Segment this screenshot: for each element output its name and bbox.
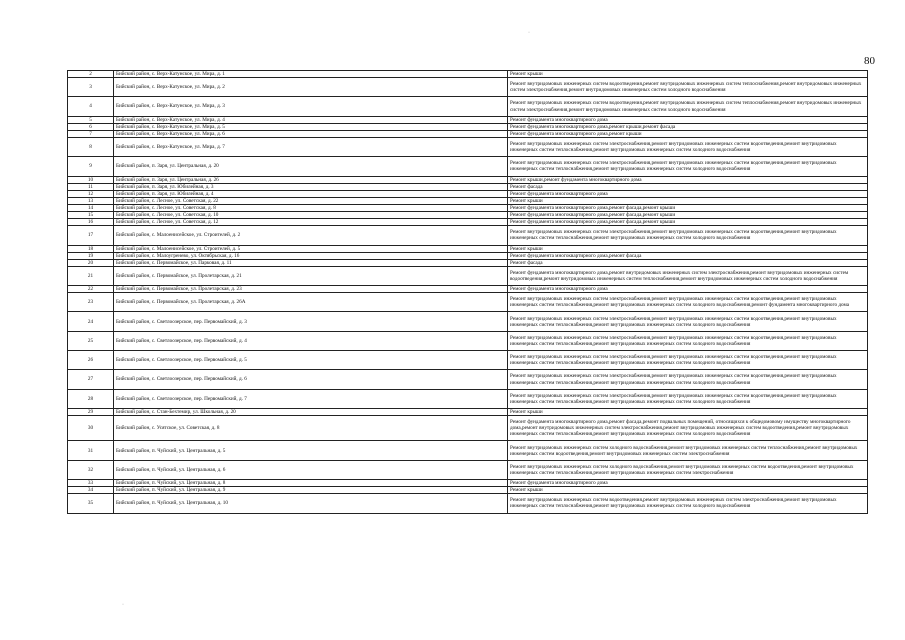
row-work-type: Ремонт фундамента многоквартирного дома,ремонт фасада,ремонт крыши (508, 212, 868, 219)
table-row (68, 123, 868, 130)
row-work-type: Ремонт внутридомовых инженерных систем водоотведения,ремонт внутридомовых инженерных систем теплоснабжения,ремонт внутридомовых инженерных систем электроснабжения,ремонт внутридомовых инженерных систем холодного водоснабжения (508, 97, 868, 116)
row-address: Бийский район, с. Лесное, ул. Советская, д. 22 (114, 197, 508, 204)
row-number: 35 (68, 494, 114, 513)
row-number: 2 (68, 71, 114, 78)
row-work-type: Ремонт внутридомовых инженерных систем электроснабжения,ремонт внутридомовых инженерных систем водоотведения,ремонт внутридомовых инженерных систем теплоснабжения,ремонт внутридомовых инженерных систем холодного водоснабжения,ремонт фундамента многоквартирного дома (508, 293, 868, 312)
row-number: 4 (68, 97, 114, 116)
row-address: Бийский район, с. Малоугренево, ул. Октябрьская, д. 16 (114, 252, 508, 259)
table-row (68, 416, 868, 441)
row-work-type: Ремонт крыши (508, 197, 868, 204)
row-work-type: Ремонт фундамента многоквартирного дома,ремонт фасада,ремонт крыши (508, 219, 868, 226)
row-address: Бийский район, с. Верх-Катунское, ул. Мира, д. 2 (114, 78, 508, 97)
row-work-type: Ремонт внутридомовых инженерных систем электроснабжения,ремонт внутридомовых инженерных систем водоотведения,ремонт внутридомовых инженерных систем теплоснабжения,ремонт внутридомовых инженерных систем холодного водоснабжения (508, 370, 868, 389)
repair-works-table (67, 70, 868, 514)
table-row (68, 370, 868, 389)
table-row (68, 259, 868, 266)
row-number: 7 (68, 130, 114, 137)
row-number: 23 (68, 293, 114, 312)
table-row (68, 219, 868, 226)
table-row (68, 480, 868, 487)
row-address: Бийский район, с. Верх-Катунское, ул. Мира, д. 6 (114, 130, 508, 137)
row-address: Бийский район, с. Светлоозерское, пер. Первомайский, д. 3 (114, 312, 508, 331)
table-row (68, 494, 868, 513)
row-number: 10 (68, 176, 114, 183)
row-address: Бийский район, с. Верх-Катунское, ул. Мира, д. 1 (114, 71, 508, 78)
table-row (68, 266, 868, 285)
row-address: Бийский район, п. Заря, ул. Центральная, д. 26 (114, 176, 508, 183)
row-address: Бийский район, с. Верх-Катунское, ул. Мира, д. 4 (114, 116, 508, 123)
table-row (68, 97, 868, 116)
row-work-type: Ремонт фундамента многоквартирного дома (508, 480, 868, 487)
row-number: 17 (68, 226, 114, 245)
row-address: Бийский район, с. Первомайское, ул. Пролетарская, д. 23 (114, 286, 508, 293)
row-address: Бийский район, п. Заря, ул. Юбилейная, д. 4 (114, 190, 508, 197)
row-address: Бийский район, с. Лесное, ул. Советская, д. 8 (114, 204, 508, 211)
table-row (68, 130, 868, 137)
row-address: Бийский район, с. Стан-Бехтемир, ул. Школьная, д. 20 (114, 408, 508, 415)
table-row (68, 204, 868, 211)
table-body (68, 71, 868, 514)
row-number: 27 (68, 370, 114, 389)
table-row (68, 212, 868, 219)
row-work-type: Ремонт фундамента многоквартирного дома (508, 286, 868, 293)
row-address: Бийский район, п. Заря, ул. Центральная, д. 20 (114, 157, 508, 176)
row-address: Бийский район, п. Заря, ул. Юбилейная, д. 3 (114, 183, 508, 190)
row-work-type: Ремонт крыши (508, 408, 868, 415)
table-row (68, 176, 868, 183)
scan-mark: · (122, 602, 124, 608)
row-address: Бийский район, с. Малоенисейское, ул. Строителей, д. 5 (114, 245, 508, 252)
row-work-type: Ремонт фундамента многоквартирного дома,ремонт фасада,ремонт крыши (508, 204, 868, 211)
row-number: 26 (68, 351, 114, 370)
row-work-type: Ремонт фундамента многоквартирного дома,ремонт фасада,ремонт подвальных помещений, относящихся к общедомовому имуществу многоквартирного дома,ремонт внутридомовых инженерных систем электроснабжения,ремонт внутридомовых инженерных систем водоотведения,ремонт внутридомовых инженерных систем теплоснабжения,ремонт внутридомовых инженерных систем холодного водоснабжения (508, 416, 868, 441)
table-row (68, 190, 868, 197)
table-row (68, 331, 868, 350)
row-number: 14 (68, 204, 114, 211)
row-address: Бийский район, п. Чуйский, ул. Центральная, д. 9 (114, 487, 508, 494)
table-row (68, 408, 868, 415)
scan-mark: · (528, 30, 530, 36)
row-number: 19 (68, 252, 114, 259)
table-row (68, 252, 868, 259)
row-number: 30 (68, 416, 114, 441)
row-work-type: Ремонт крыши,ремонт фундамента многоквартирного дома (508, 176, 868, 183)
row-number: 3 (68, 78, 114, 97)
row-number: 25 (68, 331, 114, 350)
row-work-type: Ремонт внутридомовых инженерных систем электроснабжения,ремонт внутридомовых инженерных систем водоотведения,ремонт внутридомовых инженерных систем теплоснабжения,ремонт внутридомовых инженерных систем холодного водоснабжения (508, 331, 868, 350)
row-number: 33 (68, 480, 114, 487)
row-number: 24 (68, 312, 114, 331)
row-work-type: Ремонт фундамента многоквартирного дома,ремонт внутридомовых инженерных систем электроснабжения,ремонт внутридомовых инженерных систем водоотведения,ремонт внутридомовых инженерных систем теплоснабжения,ремонт внутридомовых инженерных систем холодного водоснабжения (508, 266, 868, 285)
row-address: Бийский район, п. Чуйский, ул. Центральная, д. 6 (114, 460, 508, 479)
row-address: Бийский район, с. Верх-Катунское, ул. Мира, д. 5 (114, 123, 508, 130)
row-number: 8 (68, 137, 114, 156)
row-work-type: Ремонт фасада (508, 183, 868, 190)
row-number: 16 (68, 219, 114, 226)
row-number: 6 (68, 123, 114, 130)
row-work-type: Ремонт фундамента многоквартирного дома,ремонт крыши (508, 130, 868, 137)
row-number: 5 (68, 116, 114, 123)
row-work-type: Ремонт внутридомовых инженерных систем электроснабжения,ремонт внутридомовых инженерных систем водоотведения,ремонт внутридомовых инженерных систем теплоснабжения,ремонт внутридомовых инженерных систем холодного водоснабжения (508, 312, 868, 331)
row-address: Бийский район, с. Лесное, ул. Советская, д. 12 (114, 219, 508, 226)
row-address: Бийский район, с. Первомайское, ул. Парковая, д. 11 (114, 259, 508, 266)
row-number: 12 (68, 190, 114, 197)
table-row (68, 286, 868, 293)
row-address: Бийский район, п. Чуйский, ул. Центральная, д. 5 (114, 441, 508, 460)
row-work-type: Ремонт крыши (508, 245, 868, 252)
table-row (68, 312, 868, 331)
table-row (68, 71, 868, 78)
row-number: 9 (68, 157, 114, 176)
table-row (68, 293, 868, 312)
row-work-type: Ремонт внутридомовых инженерных систем водоотведения,ремонт внутридомовых инженерных систем электроснабжения,ремонт внутридомовых инженерных систем теплоснабжения,ремонт внутридомовых инженерных систем холодного водоснабжения (508, 494, 868, 513)
row-work-type: Ремонт внутридомовых инженерных систем электроснабжения,ремонт внутридомовых инженерных систем водоотведения,ремонт внутридомовых инженерных систем теплоснабжения,ремонт внутридомовых инженерных систем холодного водоснабжения (508, 137, 868, 156)
table-row (68, 389, 868, 408)
row-number: 28 (68, 389, 114, 408)
row-address: Бийский район, с. Первомайское, ул. Пролетарская, д. 26А (114, 293, 508, 312)
row-number: 20 (68, 259, 114, 266)
row-number: 21 (68, 266, 114, 285)
row-work-type: Ремонт фундамента многоквартирного дома (508, 116, 868, 123)
row-work-type: Ремонт внутридомовых инженерных систем водоотведения,ремонт внутридомовых инженерных систем теплоснабжения,ремонт внутридомовых инженерных систем электроснабжения,ремонт внутридомовых инженерных систем холодного водоснабжения (508, 78, 868, 97)
row-address: Бийский район, с. Верх-Катунское, ул. Мира, д. 3 (114, 97, 508, 116)
row-address: Бийский район, с. Светлоозерское, пер. Первомайский, д. 4 (114, 331, 508, 350)
row-number: 32 (68, 460, 114, 479)
row-address: Бийский район, с. Светлоозерское, пер. Первомайский, д. 7 (114, 389, 508, 408)
row-work-type: Ремонт фундамента многоквартирного дома,ремонт крыши,ремонт фасада (508, 123, 868, 130)
table-row (68, 137, 868, 156)
row-number: 15 (68, 212, 114, 219)
row-address: Бийский район, п. Чуйский, ул. Центральная, д. 8 (114, 480, 508, 487)
table-row (68, 78, 868, 97)
table-row (68, 116, 868, 123)
page-number: 80 (864, 55, 875, 67)
row-work-type: Ремонт внутридомовых инженерных систем холодного водоснабжения,ремонт внутридомовых инженерных систем водоотведения,ремонт внутридомовых инженерных систем теплоснабжения,ремонт внутридомовых инженерных систем электроснабжения (508, 460, 868, 479)
row-work-type: Ремонт внутридомовых инженерных систем холодного водоснабжения,ремонт внутридомовых инженерных систем теплоснабжения,ремонт внутридомовых инженерных систем водоотведения,ремонт внутридомовых инженерных систем электроснабжения (508, 441, 868, 460)
row-work-type: Ремонт фундамента многоквартирного дома (508, 190, 868, 197)
row-work-type: Ремонт фундамента многоквартирного дома,ремонт фасада (508, 252, 868, 259)
table-row (68, 226, 868, 245)
row-number: 18 (68, 245, 114, 252)
row-number: 31 (68, 441, 114, 460)
row-address: Бийский район, с. Малоенисейское, ул. Строителей, д. 2 (114, 226, 508, 245)
row-number: 22 (68, 286, 114, 293)
row-work-type: Ремонт внутридомовых инженерных систем электроснабжения,ремонт внутридомовых инженерных систем водоотведения,ремонт внутридомовых инженерных систем теплоснабжения,ремонт внутридомовых инженерных систем холодного водоснабжения (508, 351, 868, 370)
row-work-type: Ремонт внутридомовых инженерных систем электроснабжения,ремонт внутридомовых инженерных систем водоотведения,ремонт внутридомовых инженерных систем теплоснабжения,ремонт внутридомовых инженерных систем холодного водоснабжения (508, 157, 868, 176)
row-number: 34 (68, 487, 114, 494)
table-row (68, 245, 868, 252)
table-row (68, 460, 868, 479)
row-address: Бийский район, с. Светлоозерское, пер. Первомайский, д. 5 (114, 351, 508, 370)
row-number: 11 (68, 183, 114, 190)
row-work-type: Ремонт крыши (508, 71, 868, 78)
row-address: Бийский район, с. Первомайское, ул. Пролетарская, д. 21 (114, 266, 508, 285)
row-number: 13 (68, 197, 114, 204)
table-row (68, 183, 868, 190)
document-table-container (67, 70, 867, 514)
table-row (68, 441, 868, 460)
row-address: Бийский район, с. Усятское, ул. Советская, д. 8 (114, 416, 508, 441)
table-row (68, 487, 868, 494)
row-work-type: Ремонт внутридомовых инженерных систем электроснабжения,ремонт внутридомовых инженерных систем водоотведения,ремонт внутридомовых инженерных систем теплоснабжения,ремонт внутридомовых инженерных систем холодного водоснабжения (508, 389, 868, 408)
row-work-type: Ремонт крыши (508, 487, 868, 494)
row-address: Бийский район, с. Лесное, ул. Советская, д. 10 (114, 212, 508, 219)
table-row (68, 197, 868, 204)
row-address: Бийский район, п. Чуйский, ул. Центральная, д. 10 (114, 494, 508, 513)
row-address: Бийский район, с. Светлоозерское, пер. Первомайский, д. 6 (114, 370, 508, 389)
table-row (68, 351, 868, 370)
row-work-type: Ремонт внутридомовых инженерных систем электроснабжения,ремонт внутридомовых инженерных систем водоотведения,ремонт внутридомовых инженерных систем теплоснабжения,ремонт внутридомовых инженерных систем холодного водоснабжения (508, 226, 868, 245)
row-number: 29 (68, 408, 114, 415)
table-row (68, 157, 868, 176)
row-address: Бийский район, с. Верх-Катунское, ул. Мира, д. 7 (114, 137, 508, 156)
row-work-type: Ремонт фасада (508, 259, 868, 266)
